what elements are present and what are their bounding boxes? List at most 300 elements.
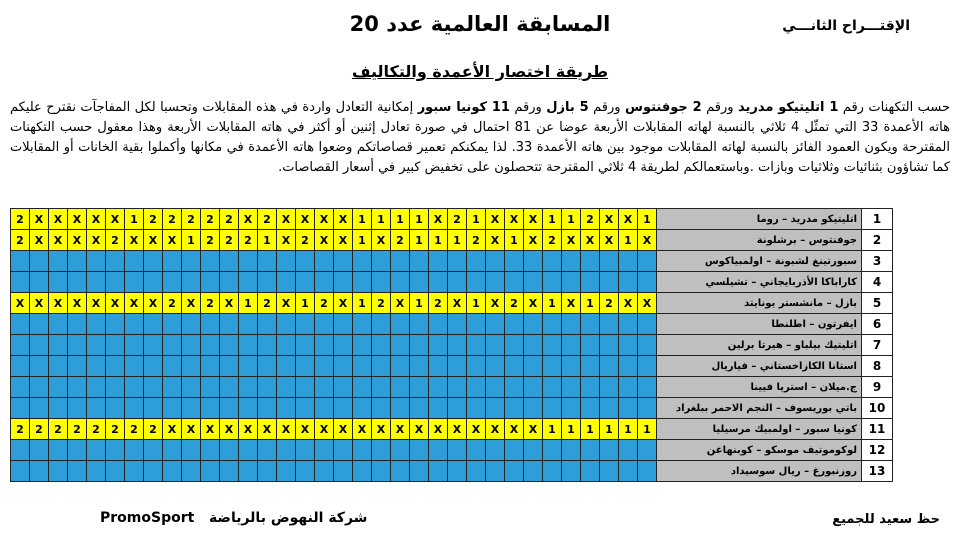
grid-cell: 1 [562, 419, 581, 440]
grid-cell: 1 [353, 209, 372, 230]
grid-cell [49, 335, 68, 356]
company-name-en: PromoSport [100, 510, 195, 526]
grid-cell: X [87, 209, 106, 230]
grid-cell [638, 356, 657, 377]
grid-cell [429, 314, 448, 335]
grid-cell [163, 251, 182, 272]
grid-cell [391, 398, 410, 419]
grid-cell [296, 461, 315, 482]
grid-cell [315, 251, 334, 272]
grid-cell [429, 272, 448, 293]
grid-cell [106, 335, 125, 356]
grid-cell: 2 [315, 293, 334, 314]
grid-cell [220, 440, 239, 461]
grid-cell [334, 356, 353, 377]
grid-cell [543, 377, 562, 398]
grid-cell [448, 461, 467, 482]
grid-row [11, 440, 893, 461]
grid-cell: 1 [581, 293, 600, 314]
grid-cell: X [410, 419, 429, 440]
grid-cell [638, 335, 657, 356]
grid-cell [638, 272, 657, 293]
grid-cell: X [334, 419, 353, 440]
grid-cell [372, 251, 391, 272]
grid-cell [581, 314, 600, 335]
grid-cell [182, 314, 201, 335]
grid-cell: 1 [619, 419, 638, 440]
grid-cell [163, 461, 182, 482]
grid-cell [201, 272, 220, 293]
grid-cell [429, 251, 448, 272]
grid-cell: X [49, 293, 68, 314]
grid-cell [619, 377, 638, 398]
grid-cell [239, 356, 258, 377]
grid-cell [182, 377, 201, 398]
grid-cell: 1 [182, 230, 201, 251]
grid-cell: X [201, 419, 220, 440]
grid-cell [486, 356, 505, 377]
grid-cell: X [239, 419, 258, 440]
grid-cell [391, 356, 410, 377]
grid-cell [144, 377, 163, 398]
grid-cell [106, 356, 125, 377]
grid-cell [106, 272, 125, 293]
grid-cell: 1 [467, 293, 486, 314]
grid-cell: X [524, 209, 543, 230]
grid-cell [11, 335, 30, 356]
match-number: 13 [862, 461, 893, 482]
grid-cell [277, 356, 296, 377]
grid-cell [220, 335, 239, 356]
grid-cell [467, 356, 486, 377]
match-number: 3 [862, 251, 893, 272]
grid-cell: 2 [125, 419, 144, 440]
grid-cell [11, 356, 30, 377]
grid-cell: 2 [429, 293, 448, 314]
grid-cell [334, 461, 353, 482]
grid-cell [30, 461, 49, 482]
grid-cell [201, 335, 220, 356]
grid-cell [448, 398, 467, 419]
grid-cell [486, 335, 505, 356]
grid-cell: 1 [410, 209, 429, 230]
grid-cell [562, 461, 581, 482]
grid-cell: 2 [467, 230, 486, 251]
grid-cell [49, 377, 68, 398]
good-luck-text: حظ سعيد للجميع [832, 512, 940, 527]
grid-cell [562, 335, 581, 356]
grid-cell [239, 251, 258, 272]
grid-cell [182, 335, 201, 356]
grid-cell [201, 356, 220, 377]
grid-cell [163, 335, 182, 356]
match-number: 9 [862, 377, 893, 398]
grid-cell [296, 398, 315, 419]
grid-cell [30, 335, 49, 356]
grid-cell [68, 251, 87, 272]
grid-cell [467, 398, 486, 419]
grid-cell [486, 314, 505, 335]
grid-cell [125, 272, 144, 293]
grid-cell [543, 272, 562, 293]
grid-cell: 2 [68, 419, 87, 440]
grid-cell: X [429, 419, 448, 440]
grid-cell [182, 251, 201, 272]
grid-cell [543, 251, 562, 272]
grid-cell [619, 398, 638, 419]
grid-cell [486, 251, 505, 272]
grid-cell [448, 377, 467, 398]
grid-cell: X [524, 419, 543, 440]
intro-number: 2 [692, 100, 702, 115]
grid-cell [372, 377, 391, 398]
grid-cell [372, 272, 391, 293]
grid-cell [11, 251, 30, 272]
grid-cell [182, 398, 201, 419]
grid-cell [125, 356, 144, 377]
grid-cell: X [30, 230, 49, 251]
grid-cell [144, 272, 163, 293]
grid-cell [125, 398, 144, 419]
grid-cell: X [600, 230, 619, 251]
grid-cell: X [505, 419, 524, 440]
grid-cell: X [486, 293, 505, 314]
grid-cell [87, 314, 106, 335]
grid-cell [334, 440, 353, 461]
grid-cell: 2 [220, 209, 239, 230]
grid-cell [410, 377, 429, 398]
grid-cell: X [619, 209, 638, 230]
grid-cell [49, 314, 68, 335]
grid-cell [220, 377, 239, 398]
grid-cell [87, 398, 106, 419]
match-number: 2 [862, 230, 893, 251]
grid-cell [619, 461, 638, 482]
grid-cell [391, 440, 410, 461]
grid-cell [296, 356, 315, 377]
grid-cell [68, 398, 87, 419]
grid-cell [505, 272, 524, 293]
grid-cell: X [619, 293, 638, 314]
grid-cell [106, 398, 125, 419]
grid-cell [353, 398, 372, 419]
grid-row [11, 398, 893, 419]
grid-cell [448, 272, 467, 293]
grid-cell: 2 [106, 230, 125, 251]
grid-cell [619, 335, 638, 356]
company-name-ar: شركة النهوض بالرياضة [208, 510, 368, 526]
grid-cell [600, 356, 619, 377]
grid-cell: 1 [505, 230, 524, 251]
grid-cell [49, 398, 68, 419]
grid-cell [524, 272, 543, 293]
grid-cell: 1 [638, 419, 657, 440]
grid-cell: X [524, 230, 543, 251]
grid-cell: 2 [30, 419, 49, 440]
grid-cell: 2 [163, 209, 182, 230]
grid-cell [201, 251, 220, 272]
grid-cell [467, 251, 486, 272]
intro-text: ورقم [509, 100, 547, 115]
grid-cell [467, 314, 486, 335]
grid-cell: 1 [391, 209, 410, 230]
grid-cell [600, 335, 619, 356]
grid-cell [315, 335, 334, 356]
grid-cell [49, 272, 68, 293]
grid-cell: X [429, 209, 448, 230]
grid-cell [106, 440, 125, 461]
grid-cell [391, 272, 410, 293]
grid-cell: X [125, 230, 144, 251]
grid-cell [30, 398, 49, 419]
grid-cell [638, 440, 657, 461]
grid-cell: 2 [448, 209, 467, 230]
grid-cell: X [144, 293, 163, 314]
grid-cell [11, 461, 30, 482]
grid-cell [524, 335, 543, 356]
grid-cell [144, 461, 163, 482]
grid-cell [524, 251, 543, 272]
grid-cell: 2 [600, 293, 619, 314]
grid-cell: X [334, 209, 353, 230]
grid-cell [315, 377, 334, 398]
intro-team: اتليتيكو مدريد [737, 100, 830, 115]
grid-row [11, 419, 893, 440]
grid-cell [372, 356, 391, 377]
grid-cell: X [391, 293, 410, 314]
grid-cell: 2 [543, 230, 562, 251]
grid-cell [619, 251, 638, 272]
grid-cell [524, 440, 543, 461]
grid-cell [277, 251, 296, 272]
grid-cell [144, 335, 163, 356]
grid-cell: X [163, 419, 182, 440]
grid-cell [353, 377, 372, 398]
grid-cell [296, 335, 315, 356]
grid-cell: X [448, 419, 467, 440]
grid-cell [315, 314, 334, 335]
grid-cell [258, 272, 277, 293]
grid-cell [600, 440, 619, 461]
grid-cell [201, 314, 220, 335]
grid-cell: 1 [353, 230, 372, 251]
grid-cell: 1 [562, 209, 581, 230]
grid-cell [429, 356, 448, 377]
grid-cell: 1 [543, 293, 562, 314]
grid-cell [11, 398, 30, 419]
grid-cell: 2 [144, 209, 163, 230]
intro-team: جوفنتوس [625, 100, 693, 115]
grid-cell: X [638, 293, 657, 314]
grid-cell [505, 440, 524, 461]
grid-cell: X [391, 419, 410, 440]
grid-row [11, 251, 893, 272]
grid-cell: 2 [106, 419, 125, 440]
grid-cell [125, 335, 144, 356]
grid-row [11, 314, 893, 335]
grid-cell [543, 461, 562, 482]
grid-cell: X [315, 230, 334, 251]
grid-cell: X [296, 209, 315, 230]
grid-cell [277, 440, 296, 461]
grid-cell [334, 398, 353, 419]
grid-cell: 1 [353, 293, 372, 314]
grid-cell [258, 377, 277, 398]
grid-cell [277, 461, 296, 482]
grid-cell [353, 251, 372, 272]
grid-cell: X [486, 209, 505, 230]
grid-cell: 1 [258, 230, 277, 251]
grid-cell [144, 251, 163, 272]
grid-cell [239, 440, 258, 461]
intro-text: ورقم [588, 100, 626, 115]
grid-cell: 2 [201, 209, 220, 230]
grid-cell: X [334, 230, 353, 251]
grid-cell: 2 [505, 293, 524, 314]
grid-cell [429, 440, 448, 461]
grid-cell [562, 251, 581, 272]
grid-cell [638, 461, 657, 482]
grid-cell [315, 440, 334, 461]
grid-cell: 2 [144, 419, 163, 440]
grid-cell [638, 377, 657, 398]
grid-cell: 2 [391, 230, 410, 251]
grid-cell: X [277, 209, 296, 230]
grid-cell: X [334, 293, 353, 314]
grid-cell [68, 440, 87, 461]
prediction-grid-body [11, 209, 893, 482]
match-name: ايفرتون – اطلنطا [657, 314, 862, 335]
grid-cell [562, 272, 581, 293]
grid-cell [391, 335, 410, 356]
match-name: استانا الكازاخستاني – فياريال [657, 356, 862, 377]
grid-cell [87, 377, 106, 398]
grid-cell [182, 272, 201, 293]
grid-cell [600, 314, 619, 335]
grid-cell [125, 377, 144, 398]
grid-cell: X [448, 293, 467, 314]
grid-cell [638, 251, 657, 272]
grid-cell [220, 461, 239, 482]
grid-row [11, 230, 893, 251]
grid-cell [410, 461, 429, 482]
grid-cell [334, 272, 353, 293]
grid-cell [277, 398, 296, 419]
grid-cell: 2 [258, 209, 277, 230]
match-number: 5 [862, 293, 893, 314]
grid-cell [163, 398, 182, 419]
grid-cell [220, 272, 239, 293]
prediction-grid [10, 208, 893, 482]
grid-cell: X [505, 209, 524, 230]
grid-cell [600, 398, 619, 419]
grid-cell: 2 [239, 230, 258, 251]
grid-cell: 2 [11, 230, 30, 251]
grid-cell [106, 377, 125, 398]
intro-text: ورقم [701, 100, 738, 115]
grid-cell [258, 314, 277, 335]
grid-cell: 1 [581, 419, 600, 440]
company-footer [100, 510, 400, 526]
grid-cell [163, 440, 182, 461]
grid-cell [353, 356, 372, 377]
grid-cell: X [220, 293, 239, 314]
grid-cell: X [315, 209, 334, 230]
grid-cell [315, 272, 334, 293]
grid-cell [11, 440, 30, 461]
grid-cell [505, 398, 524, 419]
grid-cell [334, 377, 353, 398]
match-number: 11 [862, 419, 893, 440]
grid-cell [486, 377, 505, 398]
grid-cell [372, 461, 391, 482]
grid-cell: 1 [429, 230, 448, 251]
grid-cell [201, 398, 220, 419]
grid-cell [543, 335, 562, 356]
grid-cell: X [144, 230, 163, 251]
grid-cell [258, 251, 277, 272]
grid-cell [562, 398, 581, 419]
grid-cell [410, 272, 429, 293]
grid-cell [448, 440, 467, 461]
grid-cell: X [68, 209, 87, 230]
grid-cell [410, 398, 429, 419]
grid-cell [277, 335, 296, 356]
grid-cell [182, 440, 201, 461]
grid-cell [144, 356, 163, 377]
grid-cell: X [49, 230, 68, 251]
grid-cell: X [30, 209, 49, 230]
grid-cell: 2 [11, 209, 30, 230]
grid-cell: 2 [201, 293, 220, 314]
grid-cell [106, 314, 125, 335]
grid-cell [296, 440, 315, 461]
grid-cell [182, 461, 201, 482]
grid-cell [239, 272, 258, 293]
grid-cell [486, 461, 505, 482]
grid-cell [144, 440, 163, 461]
grid-cell [543, 314, 562, 335]
grid-cell [486, 398, 505, 419]
grid-row [11, 356, 893, 377]
grid-cell: X [277, 230, 296, 251]
grid-cell [410, 440, 429, 461]
grid-cell [125, 314, 144, 335]
grid-cell [201, 461, 220, 482]
grid-cell: 2 [372, 293, 391, 314]
grid-cell [505, 356, 524, 377]
grid-cell: X [87, 293, 106, 314]
grid-cell: 2 [581, 209, 600, 230]
grid-cell [581, 398, 600, 419]
grid-cell [429, 377, 448, 398]
grid-cell: 1 [410, 293, 429, 314]
page-title: المسابقة العالمية عدد 20 [349, 12, 611, 36]
grid-cell [581, 272, 600, 293]
grid-cell: 2 [163, 293, 182, 314]
grid-cell [106, 461, 125, 482]
grid-cell [11, 272, 30, 293]
grid-cell: X [372, 230, 391, 251]
intro-team: بازل [546, 100, 580, 115]
page-subtitle: طريقة اختصار الأعمدة والتكاليف [351, 62, 609, 81]
grid-cell [524, 314, 543, 335]
grid-cell [258, 335, 277, 356]
grid-cell: X [638, 230, 657, 251]
grid-cell [258, 461, 277, 482]
grid-cell: 2 [258, 293, 277, 314]
grid-cell: X [486, 419, 505, 440]
